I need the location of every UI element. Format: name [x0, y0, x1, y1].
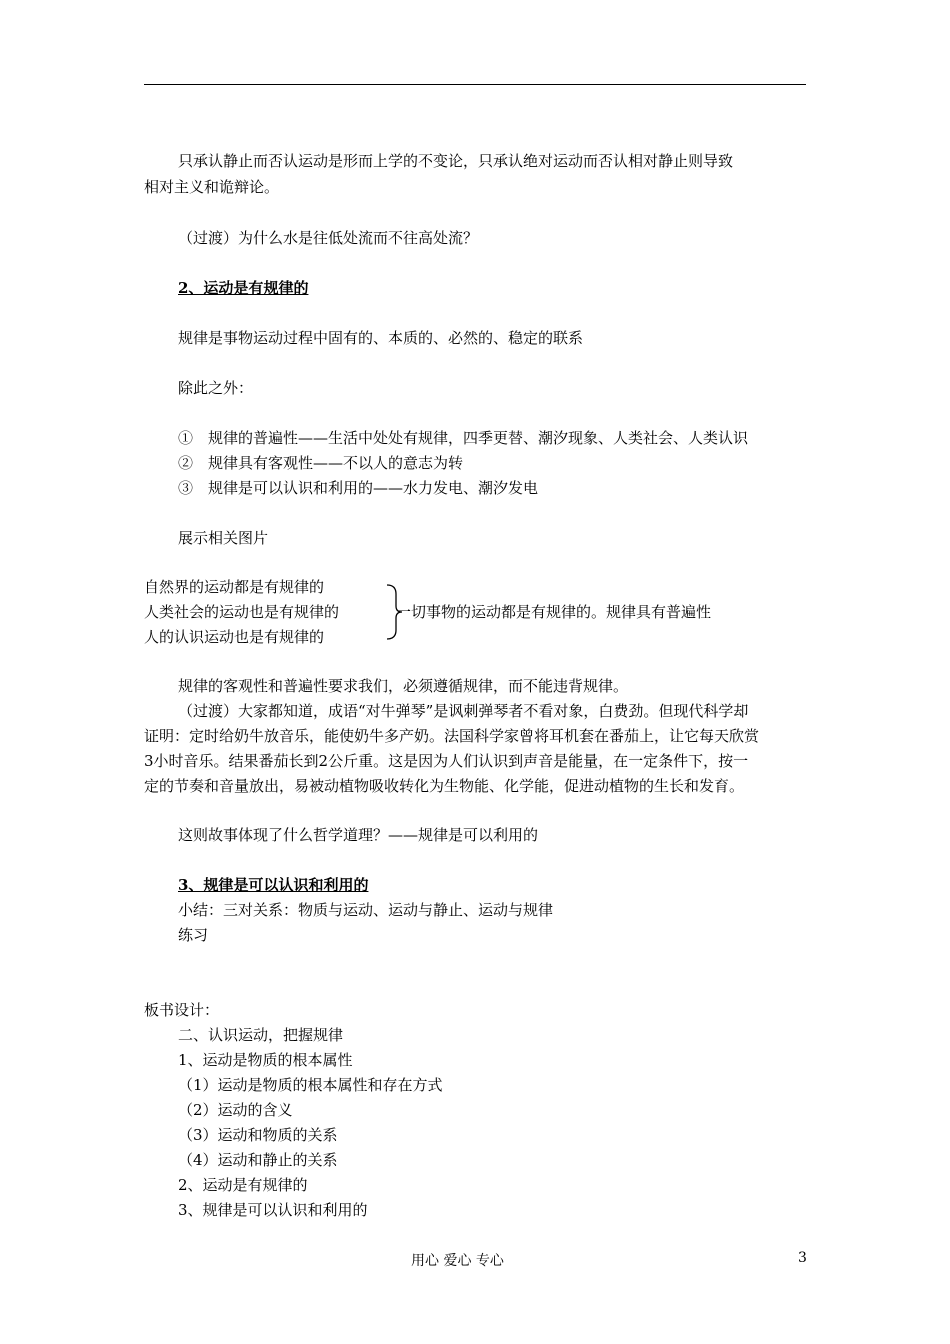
outline-item: （1）运动是物质的根本属性和存在方式: [178, 1076, 443, 1094]
paragraph-line: 展示相关图片: [178, 529, 269, 547]
paragraph-line: 证明：定时给奶牛放音乐，能使奶牛多产奶。法国科学家曾将耳机套在番茄上，让它每天欣赏: [144, 727, 760, 745]
paragraph-line: （过渡）大家都知道，成语“对牛弹琴”是讽刺弹琴者不看对象，白费劲。但现代科学却: [178, 702, 749, 720]
list-item: ② 规律具有客观性——不以人的意志为转: [178, 454, 464, 472]
paragraph-line: 只承认静止而否认运动是形而上学的不变论，只承认绝对运动而否认相对静止则导致: [178, 152, 734, 170]
paragraph-line: 这则故事体现了什么哲学道理？——规律是可以利用的: [178, 826, 539, 844]
paragraph-line: 相对主义和诡辩论。: [144, 178, 280, 196]
section-heading: 3、规律是可以认识和利用的: [178, 876, 369, 894]
brace-item: 人的认识运动也是有规律的: [144, 628, 325, 646]
outline-item: （4）运动和静止的关系: [178, 1151, 338, 1169]
paragraph-line: 小结：三对关系：物质与运动、运动与静止、运动与规律: [178, 901, 554, 919]
header-rule: [144, 84, 806, 85]
outline-item: 3、规律是可以认识和利用的: [178, 1201, 368, 1219]
paragraph-line: （过渡）为什么水是往低处流而不往高处流？: [178, 229, 479, 247]
brace-item: 自然界的运动都是有规律的: [144, 578, 325, 596]
paragraph-line: 规律是事物运动过程中固有的、本质的、必然的、稳定的联系: [178, 329, 584, 347]
outline-item: 2、运动是有规律的: [178, 1176, 308, 1194]
paragraph-line: 定的节奏和音量放出，易被动植物吸收转化为生物能、化学能，促进动植物的生长和发育。: [144, 777, 745, 795]
outline-item: （2）运动的含义: [178, 1101, 293, 1119]
paragraph-line: 3小时音乐。结果番茄长到2公斤重。这是因为人们认识到声音是能量，在一定条件下，按一: [144, 752, 749, 770]
brace-item: 人类社会的运动也是有规律的: [144, 603, 340, 621]
outline-item: （3）运动和物质的关系: [178, 1126, 338, 1144]
paragraph-line: 规律的客观性和普遍性要求我们，必须遵循规律，而不能违背规律。: [178, 677, 629, 695]
page-number: 3: [798, 1250, 807, 1266]
page-footer: 用心 爱心 专心: [411, 1253, 504, 1269]
outline-item: 1、运动是物质的根本属性: [178, 1051, 353, 1069]
paragraph-line: 练习: [178, 926, 209, 944]
section-heading: 2、运动是有规律的: [178, 279, 309, 297]
brace-conclusion: 一切事物的运动都是有规律的。规律具有普遍性: [396, 603, 712, 621]
list-item: ① 规律的普遍性——生活中处处有规律，四季更替、潮汐现象、人类社会、人类认识: [178, 429, 749, 447]
paragraph-line: 除此之外：: [178, 379, 254, 397]
board-design-title: 板书设计：: [144, 1001, 220, 1019]
outline-item: 二、认识运动，把握规律: [178, 1026, 344, 1044]
list-item: ③ 规律是可以认识和利用的——水力发电、潮汐发电: [178, 479, 539, 497]
